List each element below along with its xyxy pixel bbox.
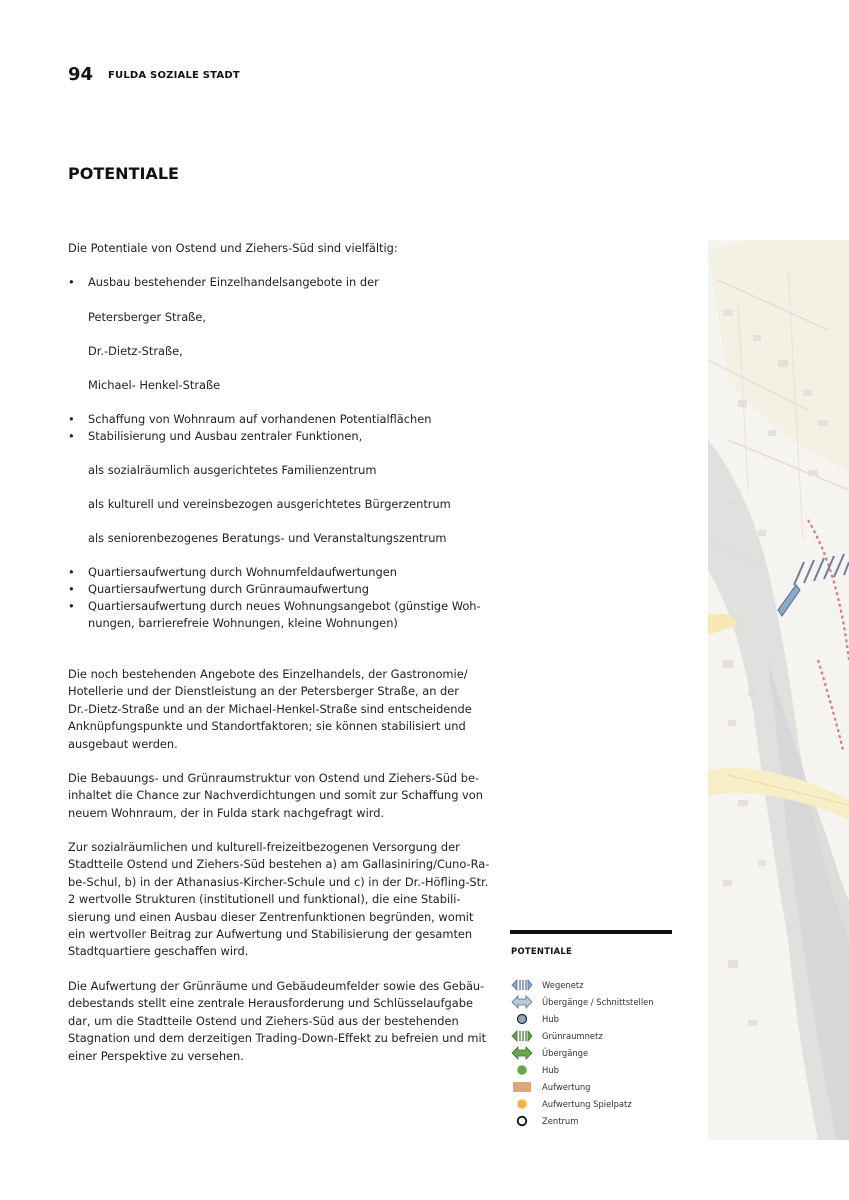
green-double-arrow-icon bbox=[511, 1046, 533, 1060]
list-item-text: Quartiersaufwertung durch Wohnumfeldaufwertungen bbox=[88, 565, 397, 579]
intro-text: Die Potentiale von Ostend und Ziehers-Süd sind vielfältig: bbox=[68, 241, 398, 255]
paragraph-1 bbox=[68, 666, 490, 753]
list-item bbox=[68, 428, 490, 445]
text-line: Stagnation und dem derzeitigen Trading-Down-Effekt zu befreien und mit bbox=[68, 1031, 487, 1046]
legend-item bbox=[511, 1046, 681, 1062]
text-line: Zur sozialräumlichen und kulturell-freizeitbezogenen Versorgung der bbox=[68, 840, 460, 854]
legend-label: Hub bbox=[542, 1065, 559, 1075]
text-line: Die noch bestehenden Angebote des Einzelhandels, der Gastronomie/ bbox=[68, 667, 468, 681]
text-line: einer Perspektive zu versehen. bbox=[68, 1048, 244, 1063]
section-heading: POTENTIALE bbox=[68, 164, 179, 183]
sub-item: als sozialräumlich ausgerichtetes Familienzentrum bbox=[88, 463, 377, 477]
text-line: debestands stellt eine zentrale Herausforderung und Schlüsselaufgabe bbox=[68, 996, 473, 1011]
text-line: Stadtteile Ostend und Ziehers-Süd bestehen a) am Gallasiniring/Cuno-Ra- bbox=[68, 857, 490, 872]
list-item bbox=[68, 274, 490, 291]
running-title: FULDA SOZIALE STADT bbox=[108, 70, 240, 81]
legend-label: Grünraumnetz bbox=[542, 1031, 603, 1041]
text-line: Hotellerie und der Dienstleistung an der Petersberger Straße, an der bbox=[68, 684, 459, 699]
black-ring-icon bbox=[511, 1114, 533, 1128]
legend-label: Hub bbox=[542, 1014, 559, 1024]
legend-label: Wegenetz bbox=[542, 980, 584, 990]
sub-item: als kulturell und vereinsbezogen ausgerichtetes Bürgerzentrum bbox=[88, 497, 451, 511]
list-item-text: Schaffung von Wohnraum auf vorhandenen Potentialflächen bbox=[88, 412, 432, 426]
bullet-icon: • bbox=[68, 275, 75, 289]
paragraph-3 bbox=[68, 839, 490, 961]
legend-title: POTENTIALE bbox=[511, 946, 573, 956]
list-item-text: Ausbau bestehender Einzelhandelsangebote in der bbox=[88, 275, 379, 289]
legend-label: Aufwertung Spielpatz bbox=[542, 1099, 632, 1109]
blue-circle-icon bbox=[511, 1012, 533, 1026]
green-circle-icon bbox=[511, 1063, 533, 1077]
text-line: Dr.-Dietz-Straße und an der Michael-Henkel-Straße sind entscheidende bbox=[68, 701, 472, 716]
text-line: be-Schul, b) in der Athanasius-Kircher-Schule und c) in der Dr.-Höfling-Str. bbox=[68, 874, 489, 889]
legend-label: Aufwertung bbox=[542, 1082, 591, 1092]
tan-rectangle-icon bbox=[511, 1080, 533, 1094]
list-item-text: Quartiersaufwertung durch neues Wohnungsangebot (günstige Woh- bbox=[88, 599, 481, 613]
text-line: Stadtquartiere geschaffen wird. bbox=[68, 944, 249, 959]
legend-label: Zentrum bbox=[542, 1116, 579, 1126]
text-line: inhaltet die Chance zur Nachverdichtungen und somit zur Schaffung von bbox=[68, 788, 483, 803]
text-line: neuem Wohnraum, der in Fulda stark nachgefragt wird. bbox=[68, 805, 385, 820]
legend-item bbox=[511, 1097, 681, 1113]
orange-circle-icon bbox=[511, 1097, 533, 1111]
list-item bbox=[68, 411, 490, 428]
list-item-text: Stabilisierung und Ausbau zentraler Funktionen, bbox=[88, 429, 363, 443]
text-line: ein wertvoller Beitrag zur Aufwertung und Stabilisierung der gesamten bbox=[68, 927, 473, 942]
text-line: ausgebaut werden. bbox=[68, 736, 178, 751]
text-line: Anknüpfungspunkte und Standortfaktoren; sie können stabilisiert und bbox=[68, 719, 466, 734]
list-item-text: Quartiersaufwertung durch Grünraumaufwertung bbox=[88, 582, 369, 596]
bullet-icon: • bbox=[68, 565, 75, 579]
legend-item bbox=[511, 1114, 681, 1130]
sub-item: Michael- Henkel-Straße bbox=[88, 378, 221, 392]
sub-item: Dr.-Dietz-Straße, bbox=[88, 344, 183, 358]
bullet-icon: • bbox=[68, 412, 75, 426]
green-hatched-arrow-icon bbox=[511, 1029, 533, 1043]
legend-item bbox=[511, 978, 681, 994]
bullet-icon: • bbox=[68, 599, 75, 613]
map-image bbox=[708, 240, 849, 1140]
paragraph-2 bbox=[68, 770, 490, 822]
page-number: 94 bbox=[68, 64, 94, 85]
paragraph-4 bbox=[68, 978, 490, 1065]
text-line: dar, um die Stadtteile Ostend und Ziehers-Süd aus der bestehenden bbox=[68, 1013, 459, 1028]
text-line: Die Bebauungs- und Grünraumstruktur von Ostend und Ziehers-Süd be- bbox=[68, 771, 480, 785]
legend-rule bbox=[510, 930, 672, 934]
legend-item bbox=[511, 1012, 681, 1028]
bullet-icon: • bbox=[68, 582, 75, 596]
list-item-text: nungen, barrierefreie Wohnungen, kleine Wohnungen) bbox=[88, 616, 398, 631]
text-line: sierung und einen Ausbau dieser Zentrenfunktionen begründen, womit bbox=[68, 909, 474, 924]
bullet-icon: • bbox=[68, 429, 75, 443]
text-line: Die Aufwertung der Grünräume und Gebäudeumfelder sowie des Gebäu- bbox=[68, 979, 485, 993]
blue-hatched-arrow-icon bbox=[511, 978, 533, 992]
legend-item bbox=[511, 995, 681, 1011]
list-item bbox=[68, 564, 490, 581]
legend-label: Übergänge / Schnittstellen bbox=[542, 997, 654, 1007]
sub-item: als seniorenbezogenes Beratungs- und Veranstaltungszentrum bbox=[88, 531, 447, 545]
text-line: 2 wertvolle Strukturen (institutionell und funktional), die eine Stabili- bbox=[68, 892, 461, 907]
list-item bbox=[68, 581, 490, 598]
map-fragment bbox=[708, 240, 849, 1140]
list-item bbox=[68, 598, 490, 633]
sub-item: Petersberger Straße, bbox=[88, 310, 206, 324]
legend-item bbox=[511, 1080, 681, 1096]
legend-label: Übergänge bbox=[542, 1048, 589, 1058]
legend-item bbox=[511, 1063, 681, 1079]
blue-double-arrow-icon bbox=[511, 995, 533, 1009]
legend-item bbox=[511, 1029, 681, 1045]
